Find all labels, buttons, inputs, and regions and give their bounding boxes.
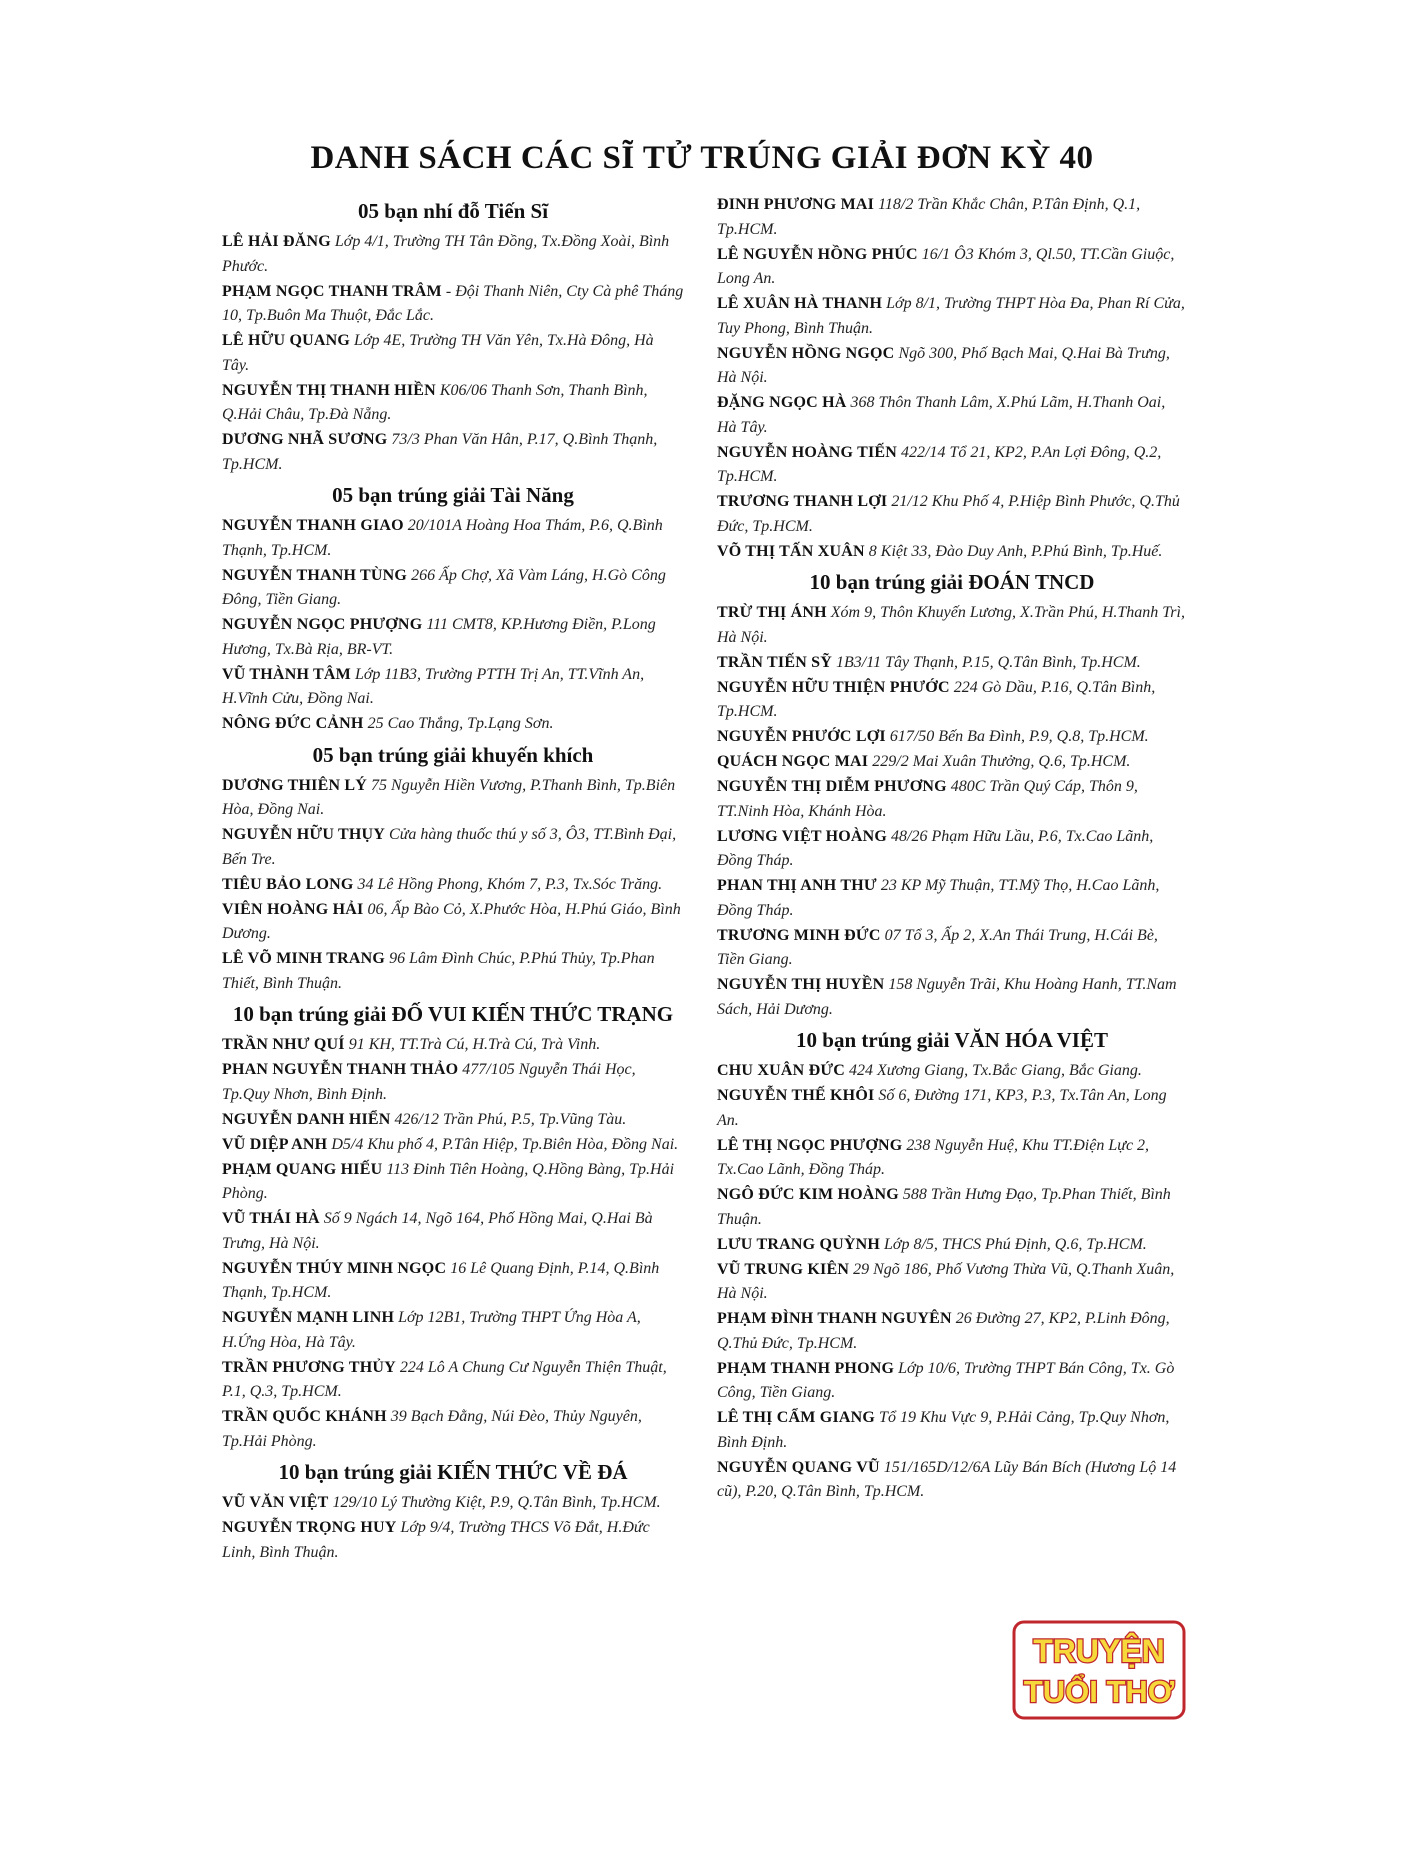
winner-name: NGUYỄN HỮU THỤY bbox=[222, 826, 386, 843]
winner-name: TIÊU BẢO LONG bbox=[222, 875, 354, 893]
winner-address: 224 Lô A Chung Cư Nguyễn Thiện Thuật, P.1, Q.3, Tp.HCM. bbox=[222, 1358, 667, 1400]
winner-name: NGUYỄN HỒNG NGỌC bbox=[717, 344, 895, 362]
winner-entry bbox=[717, 750, 1187, 775]
winner-entry bbox=[222, 947, 684, 996]
winner-entry bbox=[717, 601, 1187, 650]
winner-address: Cửa hàng thuốc thú y số 3, Ô3, TT.Bình Đại, Bến Tre. bbox=[222, 826, 677, 868]
winner-address: 8 Kiệt 33, Đào Duy Anh, P.Phú Bình, Tp.Huế. bbox=[868, 542, 1163, 560]
winner-entry bbox=[222, 823, 684, 872]
winner-entry bbox=[717, 490, 1187, 539]
winner-name: LÊ THỊ CẨM GIANG bbox=[717, 1409, 876, 1426]
winner-entry bbox=[222, 613, 684, 662]
winner-name: PHẠM ĐÌNH THANH NGUYÊN bbox=[717, 1310, 952, 1327]
section-heading: 10 bạn trúng giải VĂN HÓA VIỆT bbox=[796, 1028, 1108, 1052]
winner-name: NGUYỄN THỊ HUYỀN bbox=[717, 976, 885, 993]
winner-entry bbox=[222, 663, 684, 712]
truyen-tuoi-tho-logo bbox=[1010, 1618, 1188, 1722]
winner-address: 238 Nguyễn Huệ, Khu TT.Điện Lực 2, Tx.Cao Lãnh, Đồng Tháp. bbox=[717, 1136, 1150, 1178]
winner-address: 158 Nguyễn Trãi, Khu Hoàng Hanh, TT.Nam Sách, Hải Dương. bbox=[717, 976, 1177, 1018]
winner-address: 224 Gò Dầu, P.16, Q.Tân Bình, Tp.HCM. bbox=[717, 678, 1156, 720]
winner-address: 73/3 Phan Văn Hân, P.17, Q.Bình Thạnh, Tp.HCM. bbox=[222, 431, 658, 473]
winner-entry bbox=[222, 1158, 684, 1207]
winner-entry bbox=[717, 1059, 1187, 1084]
winner-entry bbox=[717, 874, 1187, 923]
winner-entry bbox=[717, 1183, 1187, 1232]
page-title: DANH SÁCH CÁC SĨ TỬ TRÚNG GIẢI ĐƠN KỲ 40 bbox=[310, 140, 1094, 176]
winner-address: 426/12 Trần Phú, P.5, Tp.Vũng Tàu. bbox=[394, 1110, 627, 1128]
winner-address: 21/12 Khu Phố 4, P.Hiệp Bình Phước, Q.Thủ Đức, Tp.HCM. bbox=[717, 493, 1180, 535]
winner-name: DƯƠNG THIÊN LÝ bbox=[222, 776, 368, 794]
winner-name: LƯƠNG VIỆT HOÀNG bbox=[717, 827, 888, 845]
winner-name: VIÊN HOÀNG HẢI bbox=[222, 900, 364, 918]
winner-entry bbox=[222, 379, 684, 428]
section-heading: 05 bạn nhí đỗ Tiến Sĩ bbox=[357, 199, 549, 223]
winner-entry bbox=[222, 873, 684, 898]
winner-address: 477/105 Nguyễn Thái Học, Tp.Quy Nhơn, Bình Định. bbox=[222, 1061, 636, 1103]
winner-address: 266 Ấp Chợ, Xã Vàm Láng, H.Gò Công Đông, Tiền Giang. bbox=[222, 566, 666, 608]
winner-entry bbox=[222, 774, 684, 823]
winner-address: Ngõ 300, Phố Bạch Mai, Q.Hai Bà Trưng, Hà Nội. bbox=[717, 344, 1170, 386]
winner-address: 617/50 Bến Ba Đình, P.9, Q.8, Tp.HCM. bbox=[889, 728, 1149, 745]
winner-name: PHẠM NGỌC THANH TRÂM bbox=[222, 282, 442, 300]
winner-entry bbox=[222, 564, 684, 613]
winner-name: NGUYỄN NGỌC PHƯỢNG bbox=[222, 616, 423, 633]
winner-name: NGUYỄN DANH HIỂN bbox=[222, 1110, 391, 1128]
winner-name: VÕ THỊ TẤN XUÂN bbox=[717, 542, 865, 560]
winner-name: TRƯƠNG THANH LỢI bbox=[717, 493, 888, 510]
winner-entry bbox=[222, 1207, 684, 1256]
winner-entry bbox=[717, 676, 1187, 725]
winner-address: Số 9 Ngách 14, Ngõ 164, Phố Hồng Mai, Q.Hai Bà Trưng, Hà Nội. bbox=[222, 1210, 653, 1252]
winner-address: Lớp 12B1, Trường THPT Ứng Hòa A, H.Ứng Hòa, Hà Tây. bbox=[222, 1309, 641, 1351]
winner-name: LƯU TRANG QUỲNH bbox=[717, 1235, 881, 1253]
winner-address: Lớp 4/1, Trường TH Tân Đồng, Tx.Đồng Xoài, Bình Phước. bbox=[222, 233, 670, 275]
winner-entry bbox=[717, 1258, 1187, 1307]
winner-entry bbox=[717, 391, 1187, 440]
winner-name: TRẦN PHƯƠNG THỦY bbox=[222, 1358, 396, 1376]
winner-name: VŨ DIỆP ANH bbox=[222, 1135, 328, 1153]
winner-address: 151/165D/12/6A Lũy Bán Bích (Hương Lộ 14 cũ), P.20, Q.Tân Bình, Tp.HCM. bbox=[717, 1458, 1177, 1500]
winner-address: 91 KH, TT.Trà Cú, H.Trà Cú, Trà Vinh. bbox=[348, 1036, 601, 1053]
winner-name: NGUYỄN THỊ THANH HIỀN bbox=[222, 381, 436, 399]
winner-name: TRỪ THỊ ÁNH bbox=[717, 604, 827, 621]
winner-name: PHẠM QUANG HIẾU bbox=[222, 1160, 383, 1178]
winner-entry bbox=[222, 514, 684, 563]
winner-name: ĐINH PHƯƠNG MAI bbox=[717, 196, 875, 213]
winner-name: LÊ HẢI ĐĂNG bbox=[222, 233, 331, 250]
winner-address: 111 CMT8, KP.Hương Điền, P.Long Hương, Tx.Bà Rịa, BR-VT. bbox=[222, 616, 656, 658]
winner-address: 16 Lê Quang Định, P.14, Q.Bình Thạnh, Tp.HCM. bbox=[222, 1259, 660, 1301]
winner-entry bbox=[717, 193, 1187, 242]
winner-address: 368 Thôn Thanh Lâm, X.Phú Lãm, H.Thanh Oai, Hà Tây. bbox=[717, 394, 1166, 436]
winner-name: TRẦN TIẾN SỸ bbox=[717, 653, 833, 671]
winner-address: 26 Đường 27, KP2, P.Linh Đông, Q.Thủ Đức, Tp.HCM. bbox=[717, 1310, 1170, 1352]
winner-name: DƯƠNG NHÃ SƯƠNG bbox=[222, 431, 388, 448]
section-heading: 05 bạn trúng giải khuyến khích bbox=[312, 742, 594, 767]
winner-name: NGUYỄN HOÀNG TIẾN bbox=[717, 443, 898, 461]
winner-name: LÊ VÕ MINH TRANG bbox=[222, 950, 386, 967]
winner-name: NGUYỄN MẠNH LINH bbox=[222, 1309, 395, 1326]
winner-name: NGUYỄN TRỌNG HUY bbox=[222, 1519, 397, 1536]
winner-address: Lớp 9/4, Trường THCS Võ Đắt, H.Đức Linh, Bình Thuận. bbox=[222, 1519, 650, 1561]
right-column bbox=[717, 193, 1187, 1505]
winner-entry bbox=[717, 1456, 1187, 1505]
winner-name: NGUYỄN THANH TÙNG bbox=[222, 566, 408, 584]
winner-address: 480C Trần Quý Cáp, Thôn 9, TT.Ninh Hòa, Khánh Hòa. bbox=[717, 778, 1138, 820]
winner-address: 48/26 Phạm Hữu Lầu, P.6, Tx.Cao Lãnh, Đồng Tháp. bbox=[717, 827, 1154, 869]
winner-entry bbox=[222, 1133, 684, 1158]
winner-entry bbox=[717, 775, 1187, 824]
left-column bbox=[222, 193, 684, 1566]
winner-entry bbox=[222, 1491, 684, 1516]
winner-address: D5/4 Khu phố 4, P.Tân Hiệp, Tp.Biên Hòa, Đồng Nai. bbox=[331, 1135, 679, 1153]
winner-entry bbox=[717, 924, 1187, 973]
winner-address: - Đội Thanh Niên, Cty Cà phê Tháng 10, Tp.Buôn Ma Thuột, Đắc Lắc. bbox=[222, 282, 684, 324]
winner-name: VŨ VĂN VIỆT bbox=[222, 1494, 329, 1511]
section-heading: 10 bạn trúng giải ĐỐ VUI KIẾN THỨC TRẠNG bbox=[232, 1002, 674, 1026]
winner-address: 424 Xương Giang, Tx.Bắc Giang, Bắc Giang. bbox=[849, 1062, 1142, 1079]
winner-address: 229/2 Mai Xuân Thưởng, Q.6, Tp.HCM. bbox=[872, 753, 1131, 770]
winner-address: 25 Cao Thắng, Tp.Lạng Sơn. bbox=[367, 715, 554, 732]
winner-name: TRẦN NHƯ QUÍ bbox=[222, 1036, 345, 1053]
section-heading: 10 bạn trúng giải ĐOÁN TNCD bbox=[809, 570, 1095, 594]
winner-entry bbox=[717, 973, 1187, 1022]
winner-address: Lớp 10/6, Trường THPT Bán Công, Tx. Gò Công, Tiền Giang. bbox=[717, 1359, 1175, 1401]
winner-name: CHU XUÂN ĐỨC bbox=[717, 1062, 846, 1079]
winner-name: NGUYỄN THỊ DIỄM PHƯƠNG bbox=[717, 778, 947, 795]
winner-address: Lớp 8/5, THCS Phú Định, Q.6, Tp.HCM. bbox=[884, 1235, 1147, 1253]
logo-line-2: TUỔI THƠ bbox=[1023, 1674, 1175, 1709]
winner-entry bbox=[717, 441, 1187, 490]
winner-entry bbox=[222, 1033, 684, 1058]
winner-name: NGÔ ĐỨC KIM HOÀNG bbox=[717, 1186, 899, 1203]
winner-address: 75 Nguyễn Hiền Vương, P.Thanh Bình, Tp.Biên Hòa, Đồng Nai. bbox=[222, 776, 676, 818]
winner-entry bbox=[222, 1516, 684, 1565]
winner-entry bbox=[222, 1257, 684, 1306]
winner-entry bbox=[222, 428, 684, 477]
winner-name: VŨ THÀNH TÂM bbox=[222, 665, 351, 683]
winner-address: 588 Trần Hưng Đạo, Tp.Phan Thiết, Bình Thuận. bbox=[717, 1186, 1171, 1228]
winner-entry bbox=[717, 1134, 1187, 1183]
winner-entry bbox=[222, 1058, 684, 1107]
winner-entry bbox=[717, 825, 1187, 874]
winner-address: K06/06 Thanh Sơn, Thanh Bình, Q.Hải Châu, Tp.Đà Nẵng. bbox=[222, 381, 648, 423]
winner-name: ĐẶNG NGỌC HÀ bbox=[717, 394, 847, 411]
winner-name: LÊ XUÂN HÀ THANH bbox=[717, 295, 883, 312]
winner-entry bbox=[222, 1405, 684, 1454]
winner-name: LÊ NGUYỄN HỒNG PHÚC bbox=[717, 245, 918, 263]
winner-entry bbox=[222, 230, 684, 279]
winner-name: PHẠM THANH PHONG bbox=[717, 1359, 895, 1377]
winner-name: TRẦN QUỐC KHÁNH bbox=[222, 1408, 387, 1425]
winner-address: 96 Lâm Đình Chúc, P.Phú Thủy, Tp.Phan Thiết, Bình Thuận. bbox=[222, 950, 655, 992]
winner-address: 118/2 Trần Khắc Chân, P.Tân Định, Q.1, Tp.HCM. bbox=[717, 196, 1141, 238]
winner-entry bbox=[717, 651, 1187, 676]
winner-address: 20/101A Hoàng Hoa Thám, P.6, Q.Bình Thạnh, Tp.HCM. bbox=[222, 517, 663, 559]
winner-name: LÊ THỊ NGỌC PHƯỢNG bbox=[717, 1136, 903, 1154]
winner-entry bbox=[222, 1306, 684, 1355]
winner-address: 06, Ấp Bào Cỏ, X.Phước Hòa, H.Phú Giáo, Bình Dương. bbox=[222, 900, 681, 942]
winner-entry bbox=[717, 1084, 1187, 1133]
winner-name: VŨ TRUNG KIÊN bbox=[717, 1260, 850, 1278]
winner-entry bbox=[717, 540, 1187, 565]
winner-entry bbox=[222, 1356, 684, 1405]
winner-address: Tổ 19 Khu Vực 9, P.Hải Cảng, Tp.Quy Nhơn, Bình Định. bbox=[717, 1409, 1170, 1451]
winner-entry bbox=[717, 1406, 1187, 1455]
winner-name: QUÁCH NGỌC MAI bbox=[717, 753, 869, 770]
winner-name: TRƯƠNG MINH ĐỨC bbox=[717, 926, 881, 944]
winner-address: 39 Bạch Đằng, Núi Đèo, Thủy Nguyên, Tp.Hải Phòng. bbox=[222, 1408, 642, 1450]
winner-entry bbox=[717, 292, 1187, 341]
winner-address: 1B3/11 Tây Thạnh, P.15, Q.Tân Bình, Tp.HCM. bbox=[836, 653, 1141, 671]
winner-address: 129/10 Lý Thường Kiệt, P.9, Q.Tân Bình, Tp.HCM. bbox=[332, 1494, 661, 1511]
winner-entry bbox=[717, 1307, 1187, 1356]
winner-address: 29 Ngõ 186, Phố Vương Thừa Vũ, Q.Thanh Xuân, Hà Nội. bbox=[717, 1260, 1175, 1302]
winner-name: VŨ THÁI HÀ bbox=[222, 1210, 320, 1227]
section-heading: 10 bạn trúng giải KIẾN THỨC VỀ ĐÁ bbox=[278, 1460, 628, 1484]
winner-name: NGUYỄN THANH GIAO bbox=[222, 517, 404, 534]
winner-name: PHAN NGUYỄN THANH THẢO bbox=[222, 1061, 459, 1078]
winner-entry bbox=[222, 329, 684, 378]
winner-address: 07 Tổ 3, Ấp 2, X.An Thái Trung, H.Cái Bè, Tiền Giang. bbox=[717, 926, 1158, 968]
section-heading: 05 bạn trúng giải Tài Năng bbox=[332, 483, 574, 507]
winner-entry bbox=[717, 243, 1187, 292]
winner-name: NGUYỄN PHƯỚC LỢI bbox=[717, 728, 886, 745]
winner-entry bbox=[222, 712, 684, 737]
winner-name: NGUYỄN THÚY MINH NGỌC bbox=[222, 1259, 447, 1277]
winner-address: Lớp 11B3, Trường PTTH Trị An, TT.Vĩnh An, H.Vĩnh Cửu, Đồng Nai. bbox=[222, 665, 645, 707]
winner-address: Số 6, Đường 171, KP3, P.3, Tx.Tân An, Long An. bbox=[717, 1087, 1167, 1129]
winner-name: NGUYỄN THẾ KHÔI bbox=[717, 1087, 875, 1104]
winner-name: LÊ HỮU QUANG bbox=[222, 332, 351, 349]
logo-line-1: TRUYỆN bbox=[1033, 1633, 1165, 1669]
winner-address: 422/14 Tổ 21, KP2, P.An Lợi Đông, Q.2, Tp.HCM. bbox=[717, 443, 1162, 485]
winner-entry bbox=[222, 280, 684, 329]
winner-address: Lớp 8/1, Trường THPT Hòa Đa, Phan Rí Cửa, Tuy Phong, Bình Thuận. bbox=[717, 295, 1185, 337]
winner-name: NGUYỄN HỮU THIỆN PHƯỚC bbox=[717, 678, 950, 696]
winner-entry bbox=[222, 898, 684, 947]
winner-address: Lớp 4E, Trường TH Văn Yên, Tx.Hà Đông, Hà Tây. bbox=[222, 332, 654, 374]
winner-entry bbox=[717, 1233, 1187, 1258]
winner-address: 16/1 Ô3 Khóm 3, Ql.50, TT.Cần Giuộc, Long An. bbox=[717, 245, 1175, 287]
winner-address: Xóm 9, Thôn Khuyến Lương, X.Trần Phú, H.Thanh Trì, Hà Nội. bbox=[717, 604, 1185, 646]
winner-name: NGUYỄN QUANG VŨ bbox=[717, 1458, 880, 1476]
winner-entry bbox=[717, 1357, 1187, 1406]
winner-address: 34 Lê Hồng Phong, Khóm 7, P.3, Tx.Sóc Trăng. bbox=[357, 875, 663, 893]
winner-entry bbox=[717, 342, 1187, 391]
winner-address: 23 KP Mỹ Thuận, TT.Mỹ Thọ, H.Cao Lãnh, Đồng Tháp. bbox=[717, 877, 1160, 919]
winner-address: 113 Đinh Tiên Hoàng, Q.Hồng Bàng, Tp.Hải Phòng. bbox=[222, 1160, 675, 1202]
winner-name: PHAN THỊ ANH THƯ bbox=[717, 877, 877, 894]
winner-entry bbox=[222, 1108, 684, 1133]
winner-name: NÔNG ĐỨC CẢNH bbox=[222, 715, 364, 732]
winner-entry bbox=[717, 725, 1187, 750]
